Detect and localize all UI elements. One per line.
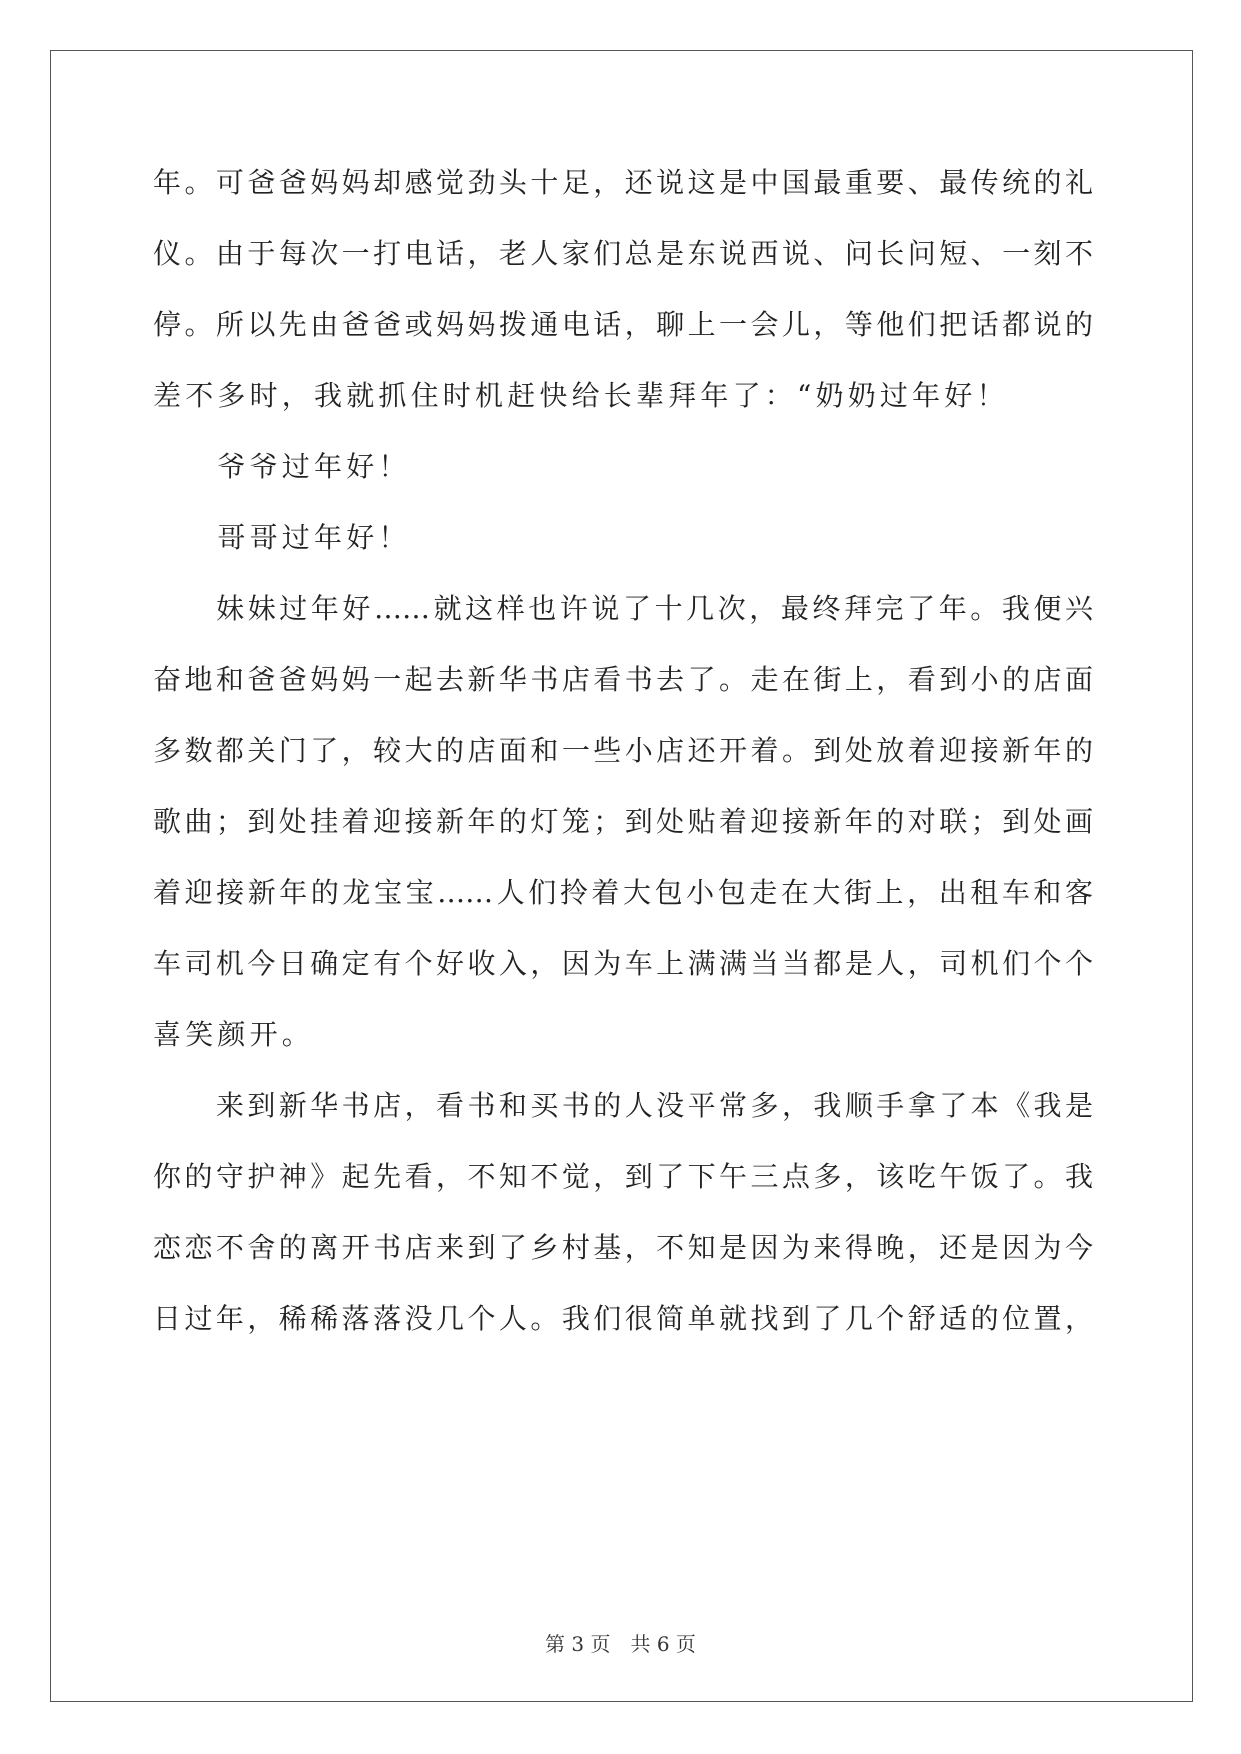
text-line: 奋地和爸爸妈妈一起去新华书店看书去了。走在街上，看到小的店面 <box>153 663 1093 696</box>
page-number: 第 3 页 共 6 页 <box>545 1632 696 1656</box>
text-line: 你的守护神》起先看，不知不觉，到了下午三点多，该吃午饭了。我 <box>153 1160 1093 1193</box>
text-line: 着迎接新年的龙宝宝……人们拎着大包小包走在大街上，出租车和客 <box>153 876 1093 909</box>
text-line: 车司机今日确定有个好收入，因为车上满满当当都是人，司机们个个 <box>153 947 1093 980</box>
text-line: 年。可爸爸妈妈却感觉劲头十足，还说这是中国最重要、最传统的礼 <box>153 166 1093 199</box>
text-line: 停。所以先由爸爸或妈妈拨通电话，聊上一会儿，等他们把话都说的 <box>153 308 1093 341</box>
text-line: 来到新华书店，看书和买书的人没平常多，我顺手拿了本《我是 <box>153 1089 1093 1122</box>
text-line: 爷爷过年好！ <box>153 450 411 483</box>
text-line: 恋恋不舍的离开书店来到了乡村基，不知是因为来得晚，还是因为今 <box>153 1231 1093 1264</box>
text-line: 差不多时，我就抓住时机赶快给长辈拜年了：“奶奶过年好！ <box>153 379 1009 412</box>
text-line: 仪。由于每次一打电话，老人家们总是东说西说、问长问短、一刻不 <box>153 237 1093 270</box>
text-line: 日过年，稀稀落落没几个人。我们很简单就找到了几个舒适的位置， <box>153 1302 1093 1335</box>
text-line: 哥哥过年好！ <box>153 521 411 554</box>
text-line: 妹妹过年好……就这样也许说了十几次，最终拜完了年。我便兴 <box>153 592 1093 625</box>
text-line: 歌曲；到处挂着迎接新年的灯笼；到处贴着迎接新年的对联；到处画 <box>153 805 1093 838</box>
text-line: 喜笑颜开。 <box>153 1018 315 1051</box>
text-line: 多数都关门了，较大的店面和一些小店还开着。到处放着迎接新年的 <box>153 734 1093 767</box>
